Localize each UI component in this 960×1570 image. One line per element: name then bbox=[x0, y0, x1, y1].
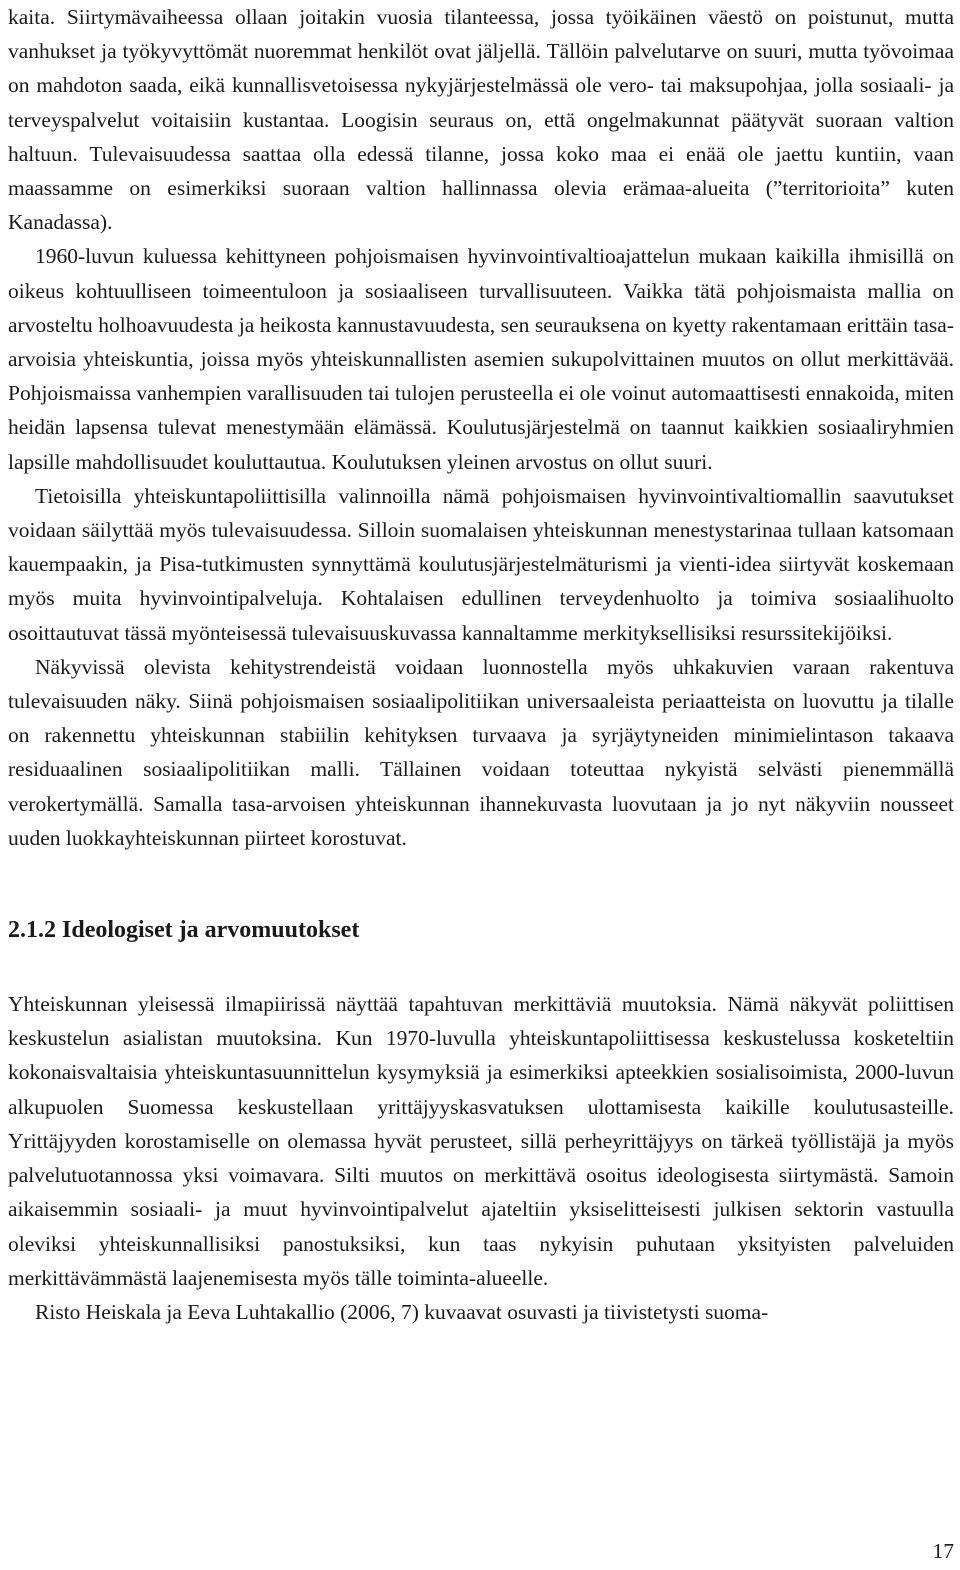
body-paragraph: kaita. Siirtymävaiheessa ollaan joitakin vuosia tilanteessa, jossa työikäinen väestö on poistunut, mutta vanhukset ja työkyvyttömät nuoremmat henkilöt ovat jäljellä. Tällöin palvelutarve on suuri, mutta työvoimaa on mahdoton saada, eikä kunnallisvetoisessa nykyjärjestelmässä ole vero- tai maksupohjaa, jolla sosiaali- ja terveyspalvelut voitaisiin kustantaa. Loogisin seuraus on, että ongelmakunnat päätyvät suoraan valtion haltuun. Tulevaisuudessa saattaa olla edessä tilanne, jossa koko maa ei enää ole jaettu kuntiin, vaan maassamme on esimerkiksi suoraan valtion hallinnassa olevia erämaa-alueita (”territorioita” kuten Kanadassa). bbox=[8, 5, 954, 235]
page-number: 17 bbox=[932, 1539, 954, 1563]
document-page bbox=[8, 0, 954, 1329]
bottom-section bbox=[8, 987, 954, 1329]
section-heading: 2.1.2 Ideologiset ja arvomuutokset bbox=[8, 917, 360, 944]
body-paragraph: Risto Heiskala ja Eeva Luhtakallio (2006, 7) kuvaavat osuvasti ja tiivistetysti suoma- bbox=[35, 1299, 769, 1324]
body-paragraph: 1960-luvun kuluessa kehittyneen pohjoismaisen hyvinvointivaltioajattelun mukaan kaikilla ihmisillä on oikeus kohtuulliseen toimeentuloon ja sosiaaliseen turvallisuuteen. Vaikka tätä pohjoismaista mallia on arvosteltu holhoavuudesta ja heikosta kannustavuudesta, sen seurauksena on kyetty rakentamaan erittäin tasa-arvoisia yhteiskuntia, joissa myös yhteiskunnallisten asemien sukupolvittainen muutos on ollut merkittävää. Pohjoismaissa vanhempien varallisuuden tai tulojen perusteella ei ole voinut automaattisesti ennakoida, miten heidän lapsensa tulevat menestymään elämässä. Koulutusjärjestelmä on taannut kaikkien sosiaaliryhmien lapsille mahdollisuudet kouluttautua. Koulutuksen yleinen arvostus on ollut suuri. bbox=[8, 244, 954, 474]
body-paragraph: Näkyvissä olevista kehitystrendeistä voidaan luonnostella myös uhkakuvien varaan rakentuva tulevaisuuden näky. Siinä pohjoismaisen sosiaalipolitiikan universaaleista periaatteista on luovuttu ja tilalle on rakennettu yhteiskunnan stabiilin kehityksen turvaava ja syrjäytyneiden minimielintason takaava residuaalinen sosiaalipolitiikan malli. Tällainen voidaan toteuttaa nykyistä selvästi pienemmällä verokertymällä. Samalla tasa-arvoisen yhteiskunnan ihannekuvasta luovutaan ja jo nyt näkyviin nousseet uuden luokkayhteiskunnan piirteet korostuvat. bbox=[8, 654, 954, 850]
body-paragraph: Yhteiskunnan yleisessä ilmapiirissä näyttää tapahtuvan merkittäviä muutoksia. Nämä näkyvät poliittisen keskustelun asialistan muutoksina. Kun 1970-luvulla yhteiskuntapoliittisessa keskustelussa kosketeltiin kokonaisvaltaisia yhteiskuntasuunnittelun kysymyksiä ja esimerkiksi apteekkien sosialisoimista, 2000-luvun alkupuolen Suomessa keskustellaan yrittäjyyskasvatuksen ulottamisesta kaikille koulutusasteille. Yrittäjyyden korostamiselle on olemassa hyvät perusteet, sillä perheyrittäjyys on tärkeä työllistäjä ja myös palvelutuotannossa yksi voimavara. Silti muutos on merkittävä osoitus ideologisesta siirtymästä. Samoin aikaisemmin sosiaali- ja muut hyvinvointipalvelut ajateltiin yksiselitteisesti julkisen sektorin vastuulla oleviksi yhteiskunnallisiksi panostuksiksi, kun taas nykyisin puhutaan yksityisten palveluiden merkittävämmästä laajenemisesta myös tälle toiminta-alueelle. bbox=[8, 992, 954, 1290]
body-paragraph: Tietoisilla yhteiskuntapoliittisilla valinnoilla nämä pohjoismaisen hyvinvointivaltiomallin saavutukset voidaan säilyttää myös tulevaisuudessa. Silloin suomalaisen yhteiskunnan menestystarinaa tullaan katsomaan kauempaakin, ja Pisa-tutkimusten synnyttämä koulutusjärjestelmäturismi ja vienti-idea siirtyvät koskemaan myös muita hyvinvointipalveluja. Kohtalaisen edullinen terveydenhuolto ja toimiva sosiaalihuolto osoittautuvat tässä myönteisessä tulevaisuuskuvassa kannaltamme merkityksellisiksi resurssitekijöiksi. bbox=[8, 483, 954, 645]
top-section bbox=[8, 0, 954, 855]
